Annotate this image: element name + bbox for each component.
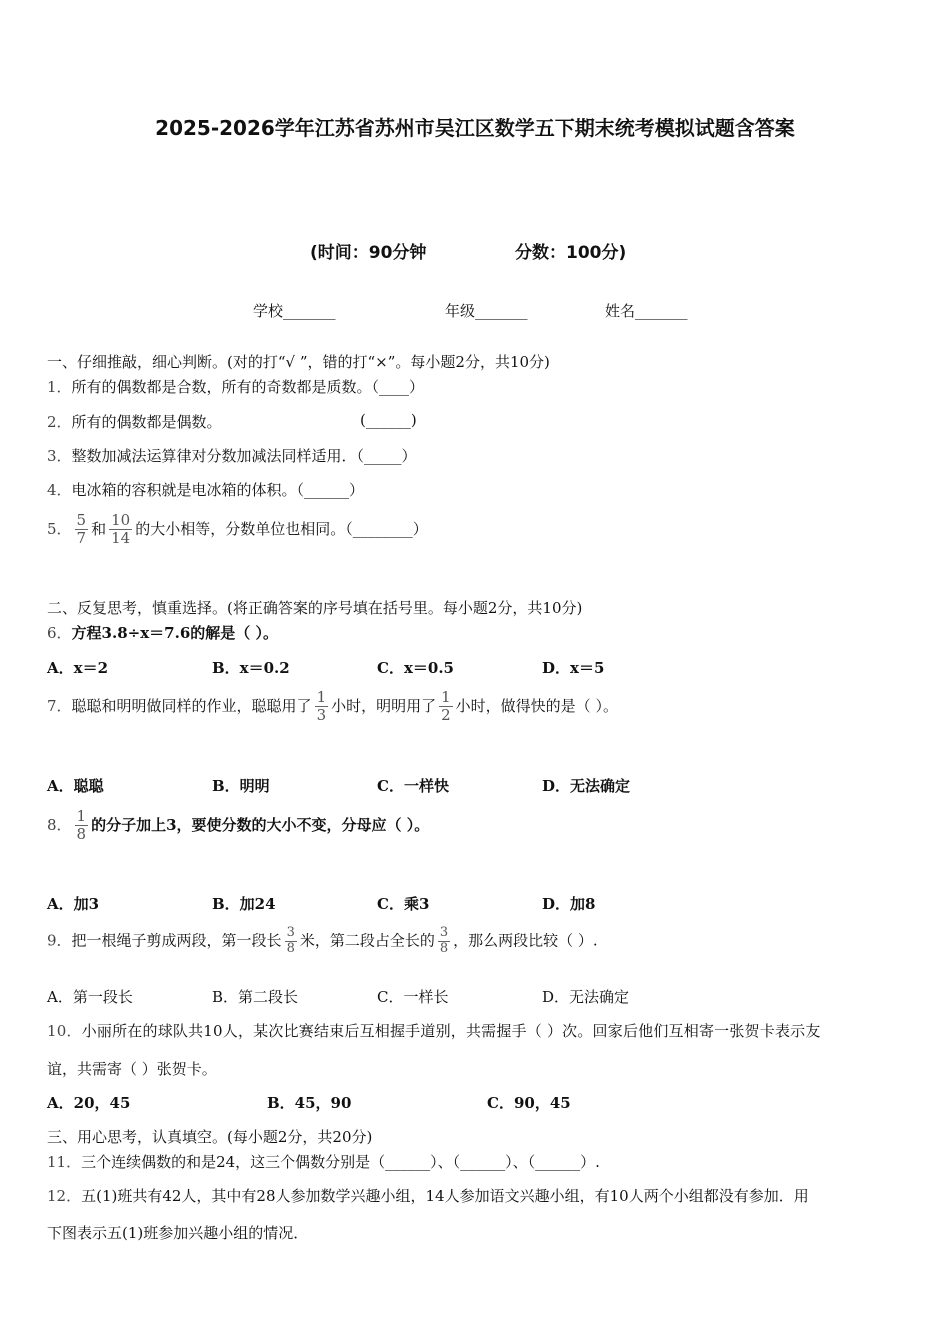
section-1-title: 一、仔细推敲，细心判断。(对的打“√ ”，错的打“×”。每小题2分，共10分) [47,353,550,371]
page-title: 2025-2026学年江苏省苏州市吴江区数学五下期末统考模拟试题含答案 [155,116,795,140]
question-number: 8． [47,815,72,834]
question-text: 五(1)班共有42人，其中有28人参加数学兴趣小组，14人参加语文兴趣小组，有10人两个小组都没有参加．用 [81,1187,809,1205]
question-11 [47,1151,600,1172]
question-10-line2: 谊，共需寄（ ）张贺卡。 [47,1060,217,1078]
question-1 [47,376,424,397]
fraction: $\frac{1}{2}$ [441,688,451,725]
school-field: 学校_______ [253,302,336,320]
fraction: $\frac{10}{14}$ [111,511,131,548]
question-text: 所有的偶数都是偶数。 [71,413,222,431]
question-2 [47,411,222,432]
question-text: 的大小相等，分数单位也相同。（________） [135,519,428,538]
option-a: A．20，45 [47,1094,131,1112]
option-c: C．乘3 [377,895,430,913]
question-text: 小丽所在的球队共10人，某次比赛结束后互相握手道别，共需握手（ ）次。回家后他们互相寄一张贺卡表示友 [81,1022,821,1040]
question-5: 5． $\frac{5}{7}$ 和 $\frac{10}{14}$ 的大小相等，分数单位也相同。（________） [47,511,428,548]
option-c: C．90，45 [487,1094,571,1112]
question-number: 7． [47,696,72,715]
exam-time: (时间：90分钟 [310,243,427,263]
question-4 [47,479,364,500]
option-a: A．x＝2 [47,659,109,677]
question-number: 1． [47,378,72,396]
question-text: 所有的偶数都是合数，所有的奇数都是质数。（____） [71,378,425,396]
question-10 [47,1020,821,1041]
exam-score: 分数：100分) [515,243,627,263]
question-text: 三个连续偶数的和是24，这三个偶数分别是（______）、（______）、（______）. [81,1153,600,1171]
option-b: B．45，90 [267,1094,352,1112]
option-b: B．第二段长 [212,988,299,1006]
question-9: 9．把一根绳子剪成两段，第一段长 $\frac{3}{8}$ 米，第二段占全长的 $\frac{3}{8}$ ，那么两段比较（ ）. [47,925,598,956]
option-b: B．x＝0.2 [212,659,290,677]
name-field: 姓名_______ [605,302,688,320]
question-text: 的分子加上3，要使分数的大小不变，分母应（ ）。 [91,815,430,834]
option-d: D．x＝5 [542,659,605,677]
fraction: $\frac{1}{8}$ [76,807,87,844]
fraction: $\frac{1}{3}$ [316,688,327,725]
section-3-title: 三、用心思考，认真填空。(每小题2分，共20分) [47,1128,373,1146]
grade-field: 年级_______ [445,302,528,320]
question-12 [47,1185,809,1206]
question-number: 2． [47,413,72,431]
fraction: $\frac{3}{8}$ [286,925,295,956]
fraction: $\frac{5}{7}$ [76,511,87,548]
question-number: 11． [47,1153,82,1171]
option-d: D．加8 [542,895,596,913]
section-2-title: 二、反复思考，慎重选择。(将正确答案的序号填在括号里。每小题2分，共10分) [47,599,583,617]
option-d: D．无法确定 [542,777,631,795]
question-text: 方程3.8÷x＝7.6的解是（ ）。 [71,624,278,642]
question-number: 5． [47,519,72,538]
option-c: C．x＝0.5 [377,659,454,677]
option-b: B．加24 [212,895,276,913]
question-text: 整数加减法运算律对分数加减法同样适用．（_____） [71,447,417,465]
question-number: 3． [47,447,72,465]
question-7: 7．聪聪和明明做同样的作业，聪聪用了 $\frac{1}{3}$ 小时，明明用了 $\frac{1}{2}$ 小时，做得快的是（ ）。 [47,688,618,725]
option-a: A．聪聪 [47,777,104,795]
option-b: B．明明 [212,777,270,795]
question-number: 10． [47,1022,82,1040]
question-text: 电冰箱的容积就是电冰箱的体积。（______） [71,481,365,499]
option-c: C．一样快 [377,777,449,795]
option-a: A．第一段长 [47,988,133,1006]
question-number: 12． [47,1187,82,1205]
question-number: 4． [47,481,72,499]
question-number: 9． [47,931,72,950]
question-8 [47,808,429,844]
option-d: D．无法确定 [542,988,630,1006]
question-12-line2: 下图表示五(1)班参加兴趣小组的情况． [47,1224,309,1242]
option-a: A．加3 [47,895,100,913]
question-2-blank: (______) [360,411,417,429]
option-c: C．一样长 [377,988,449,1006]
question-number: 6． [47,624,72,642]
question-6 [47,622,278,643]
fraction: $\frac{3}{8}$ [439,925,449,956]
question-3 [47,445,417,466]
